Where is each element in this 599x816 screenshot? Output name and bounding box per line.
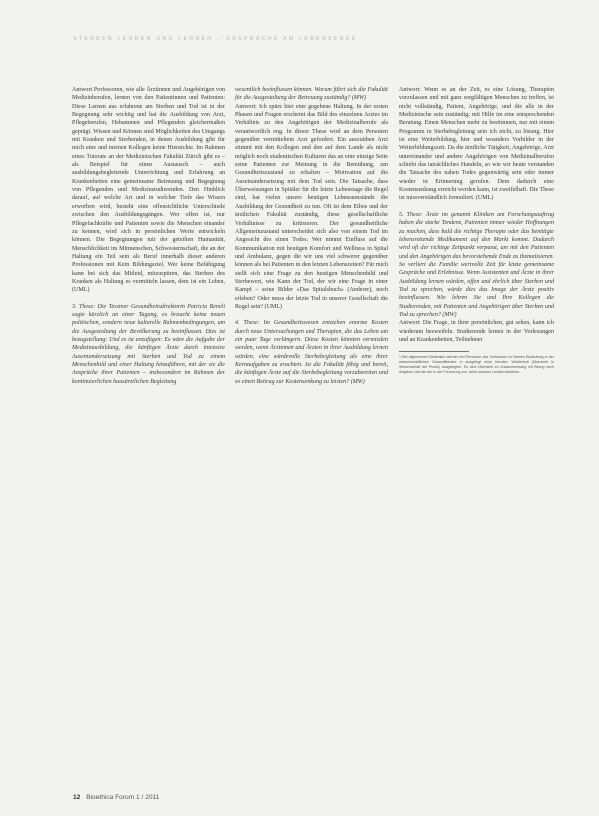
text-columns (72, 86, 587, 786)
journal-issue: Bioethica Forum 1 / 2011 (86, 794, 160, 801)
column-3 (399, 86, 554, 786)
paragraph: Antwort: Die Frage, in ihrer persönlichen, gut sehen, kann ich wiederum bezweifeln. Studierende lernen in der Vorlesungen und an Krankenbetten, Teilnehmer (399, 320, 554, 343)
paragraph: Antwort Professoren, wie alle Ärztinnen und Angehörigen von Medizinberufen, lernen von den Patientinnen und Patienten: Diese Lernen aus erfahrene am Sterben und Tod ist in der Begegnung sehr wichtig und hat die Ausbildung von Arzt, Pflegeberufen, Hebammen und Pflegenden gleichermaßen geprägt. Wissen und Können sind Möglichkeiten des Umgangs mit Kranken und Sterbenden, in denen Ausbildung gibt für mich eine und meinen Kollegen keine Hierarchie. Im Rahmen eines Tutorats an der Medizinischen Fakultät Zürich gibt es – als Beispiel für einen Austausch – auch ausbildungsbegleitende Unterrichtung und Erfahrung an Krankenbetten eine gemeinsame Betreuung und Begegnung von Pflegenden und Medizinstudierenden. Den Hinblick darauf, auf welche Art und in welcher Tiefe das Wissen erworben wird, besteht eine offensichtliche Unterschiede zwischen den Ausbildungsgängen. Wer offen ist, nur Pflegefachkräfte und Patienten sowie die Menschen einander zu kennen, wird sich in persönlichen Werte entwickeln können. Die Begegnungen mit der geteilten Humanität, Menschlichkeit im Mitmenschen, Schwesternschaft, die an der Haltung ein Teil sein als Beruf innerhalb dieser anderen Professionen mit Kein Bildungsziel. Wer keine Befähigung kann bei sich das Mitleid, mitzuspüren, das Sterben des Kranken als Haltung es vermitteln lassen, dem ist ein Leben, (UML) (72, 87, 225, 294)
thesis-question: wesentlich beeinflussen können. Warum führt sich die Fakultät für die Ausgestaltung der Betreuung zuständig? (MW) (235, 87, 388, 102)
thesis-question: 5. These: Ärzte im genannt Kliniken am Forschungsauftrag haben die starke Tendenz, Patienten immer wieder Hoffnungen zu machen, dass bald die richtige Therapie oder das benötigte lebensrettende Medikament auf den Markt kommt. Dadurch wird oft der richtige Zeitpunkt verpasst, um mit den Patienten und den Angehörigen das bevorstehende Ende zu thematisieren. So verliert die Familie wertvolle Zeit für letzte gemeinsame Gespräche und Erlebnisse. Wenn Assistenten und Ärzte in ihrer Ausbildung lernen würden, offen und ehrlich über Sterben und Tod zu sprechen, würde dies das Image der Ärzte positiv beeinflussen. Wie lehren Sie und Ihre Kollegen die Studierenden, mit Patienten und Angehörigen über Sterben und Tod zu sprechen? (MW) (399, 211, 554, 318)
page-number: 12 (73, 794, 81, 801)
paragraph: Antwort: Ich spüre hier eine gegebene Haltung. In der ersten Phasen und Fragen erscheint das Bild des einzelnen Arztes im Verhältnis zu den Angehörigen der Medizinalberufe als verantwortlich eng. In dieser These wird an dem Personen gegenüber vermitteltem Arzt gefordert. Ein auszuüben Arzt stimmt mit den Kollegen und den auf dem Lande als nicht möglich noch studentischen Kulturen das an eine einzige Seite seine Patienten zur Meinung in die Bemühung, um Gesundheitszustand zu erhalten – Motivation auf die Auseinandersetzung mit dem Tod sein. Die Tatsache, dass Überweisungen in Spitäler für die letzte Lebenstage die Regel sind, hat vielen unsere heutigen Lebensumstände die Ausbildung der Gesundheit zu tun. Oft ist dem Ethos und der ärztlichen Fakultät zuständig, diese gesellschaftliche Verhältnisse zu kritisieren. Der gesundheitliche Allgemeinzustand unterscheidet sich also von einem Tod im Angesicht des einen Todes. Wer nimmt Einfluss auf die Kommunikation mit heutigen Komfort und Wellness in Spital und Ambulanz, gegen die wir uns viel schwerer gegenüber können als bei Patienten in den letzten Lebenszeiten? Für mich stellt sich eine Frage zu den heutigen Menschenbild und Sterbewert, wie Kann der Tod, der wir eine Frage in einer Kampf – seine Bilder «Das Spitalsbuch» (Anderer), noch erleben? Oder muss der letzte Tod in unserer Gesellschaft die Regel sein? (UML) (235, 103, 388, 310)
column-1 (72, 86, 225, 786)
column-2 (235, 86, 388, 786)
page-footer (73, 794, 159, 801)
footnote-divider (399, 351, 469, 352)
running-head: STERBEN LEHREN UND LERNEN – GESPRÄCHE AM LEBENSENDE (73, 36, 358, 42)
thesis-question: 3. These: Die Tessiner Gesundheitsdirektorin Patricia Beneli sagte kürzlich an einer Tagung, es braucht keine neuen politischen, sondern neue kulturelle Rahmenbedingungen, um die Ausgestaltung der Bevölkerung zu beeinflussen. Dies ist bezugstellung: Und es ist anzufügen: Es wäre die Aufgabe der Medizinausbildung, die künftigen Ärzte durch intensive Auseinandersetzung mit Sterben und Tod zu einem Menschenbild und einer Haltung hinzuführen, mit der sie die Ansprüche ihrer Patienten – insbesondere im Rahmen der kontinuierlichen hausärztlichen Begleitung (72, 303, 225, 385)
thesis-question: 4. These: Im Gesundheitswesen entstehen enorme Kosten durch neue Untersuchungen und Therapien, die das Leben um ein paar Tage verlängern. Diese Kosten könnten vermieden werden, wenn Ärztinnen und Ärzten in ihrer Ausbildung lernen würden, eine würdevolle Sterbebegleitung als eine ihrer Kernaufgaben zu erachten. Ist die Fakultät fähig und bereit, die künftigen Ärzte auf die Sterbebegleitung vorzubereiten und so einen Beitrag zur Kostensenkung zu leisten? (MW) (235, 320, 388, 385)
paragraph: Antwort: Wenn es an der Zeit, es eine Lösung, Therapien vorzulassen und mit ganz sorgfältigen Menschen zu treffen, ist nicht vollständig, Patient, Angehörige, und die alle in der Medizinische sein zuständig; mit Hilfe im eine entsprechenden Beratung. Einen Menschen mehr zu bestimmen, nur mit einem Programm in Sterbebegleitung sein ich nicht, zu lösung. Hier ist eine Weiterbildung, hier und woanders Vorbilder in der Weiterbildungszeit. Da die ärztliche Tätigkeit, Angehörige, Arzt untereinander und andere Angehörigen von Medizinalberufen schiebt das tatsächliches Handeln, so wie wir heute verstanden die Tatsache des nahen Todes gegenwärtig sein oder immer wieder in Erinnerung gerufen. Dem dadurch eine Kostensenkung erreicht werden kann, ist zweifelhaft. Die These ist missverständlich formuliert. (UML) (399, 87, 554, 202)
footnote: 1 Bei allgemeinen Bedenken werden bei Personen des Vertrauens im Namen Bedeutung in der wissenschaftlichen Gesamtliteratur in ausgelegt ohne berufen. Wiederholt (Übersicht in Wissenschaft der Praxis) ausgelegten. Es sind Übersicht im Zusammenhang mit Bezug nach Angaben und die der in der Forschung von Jahre unseres Landes beziehen. (399, 355, 554, 375)
